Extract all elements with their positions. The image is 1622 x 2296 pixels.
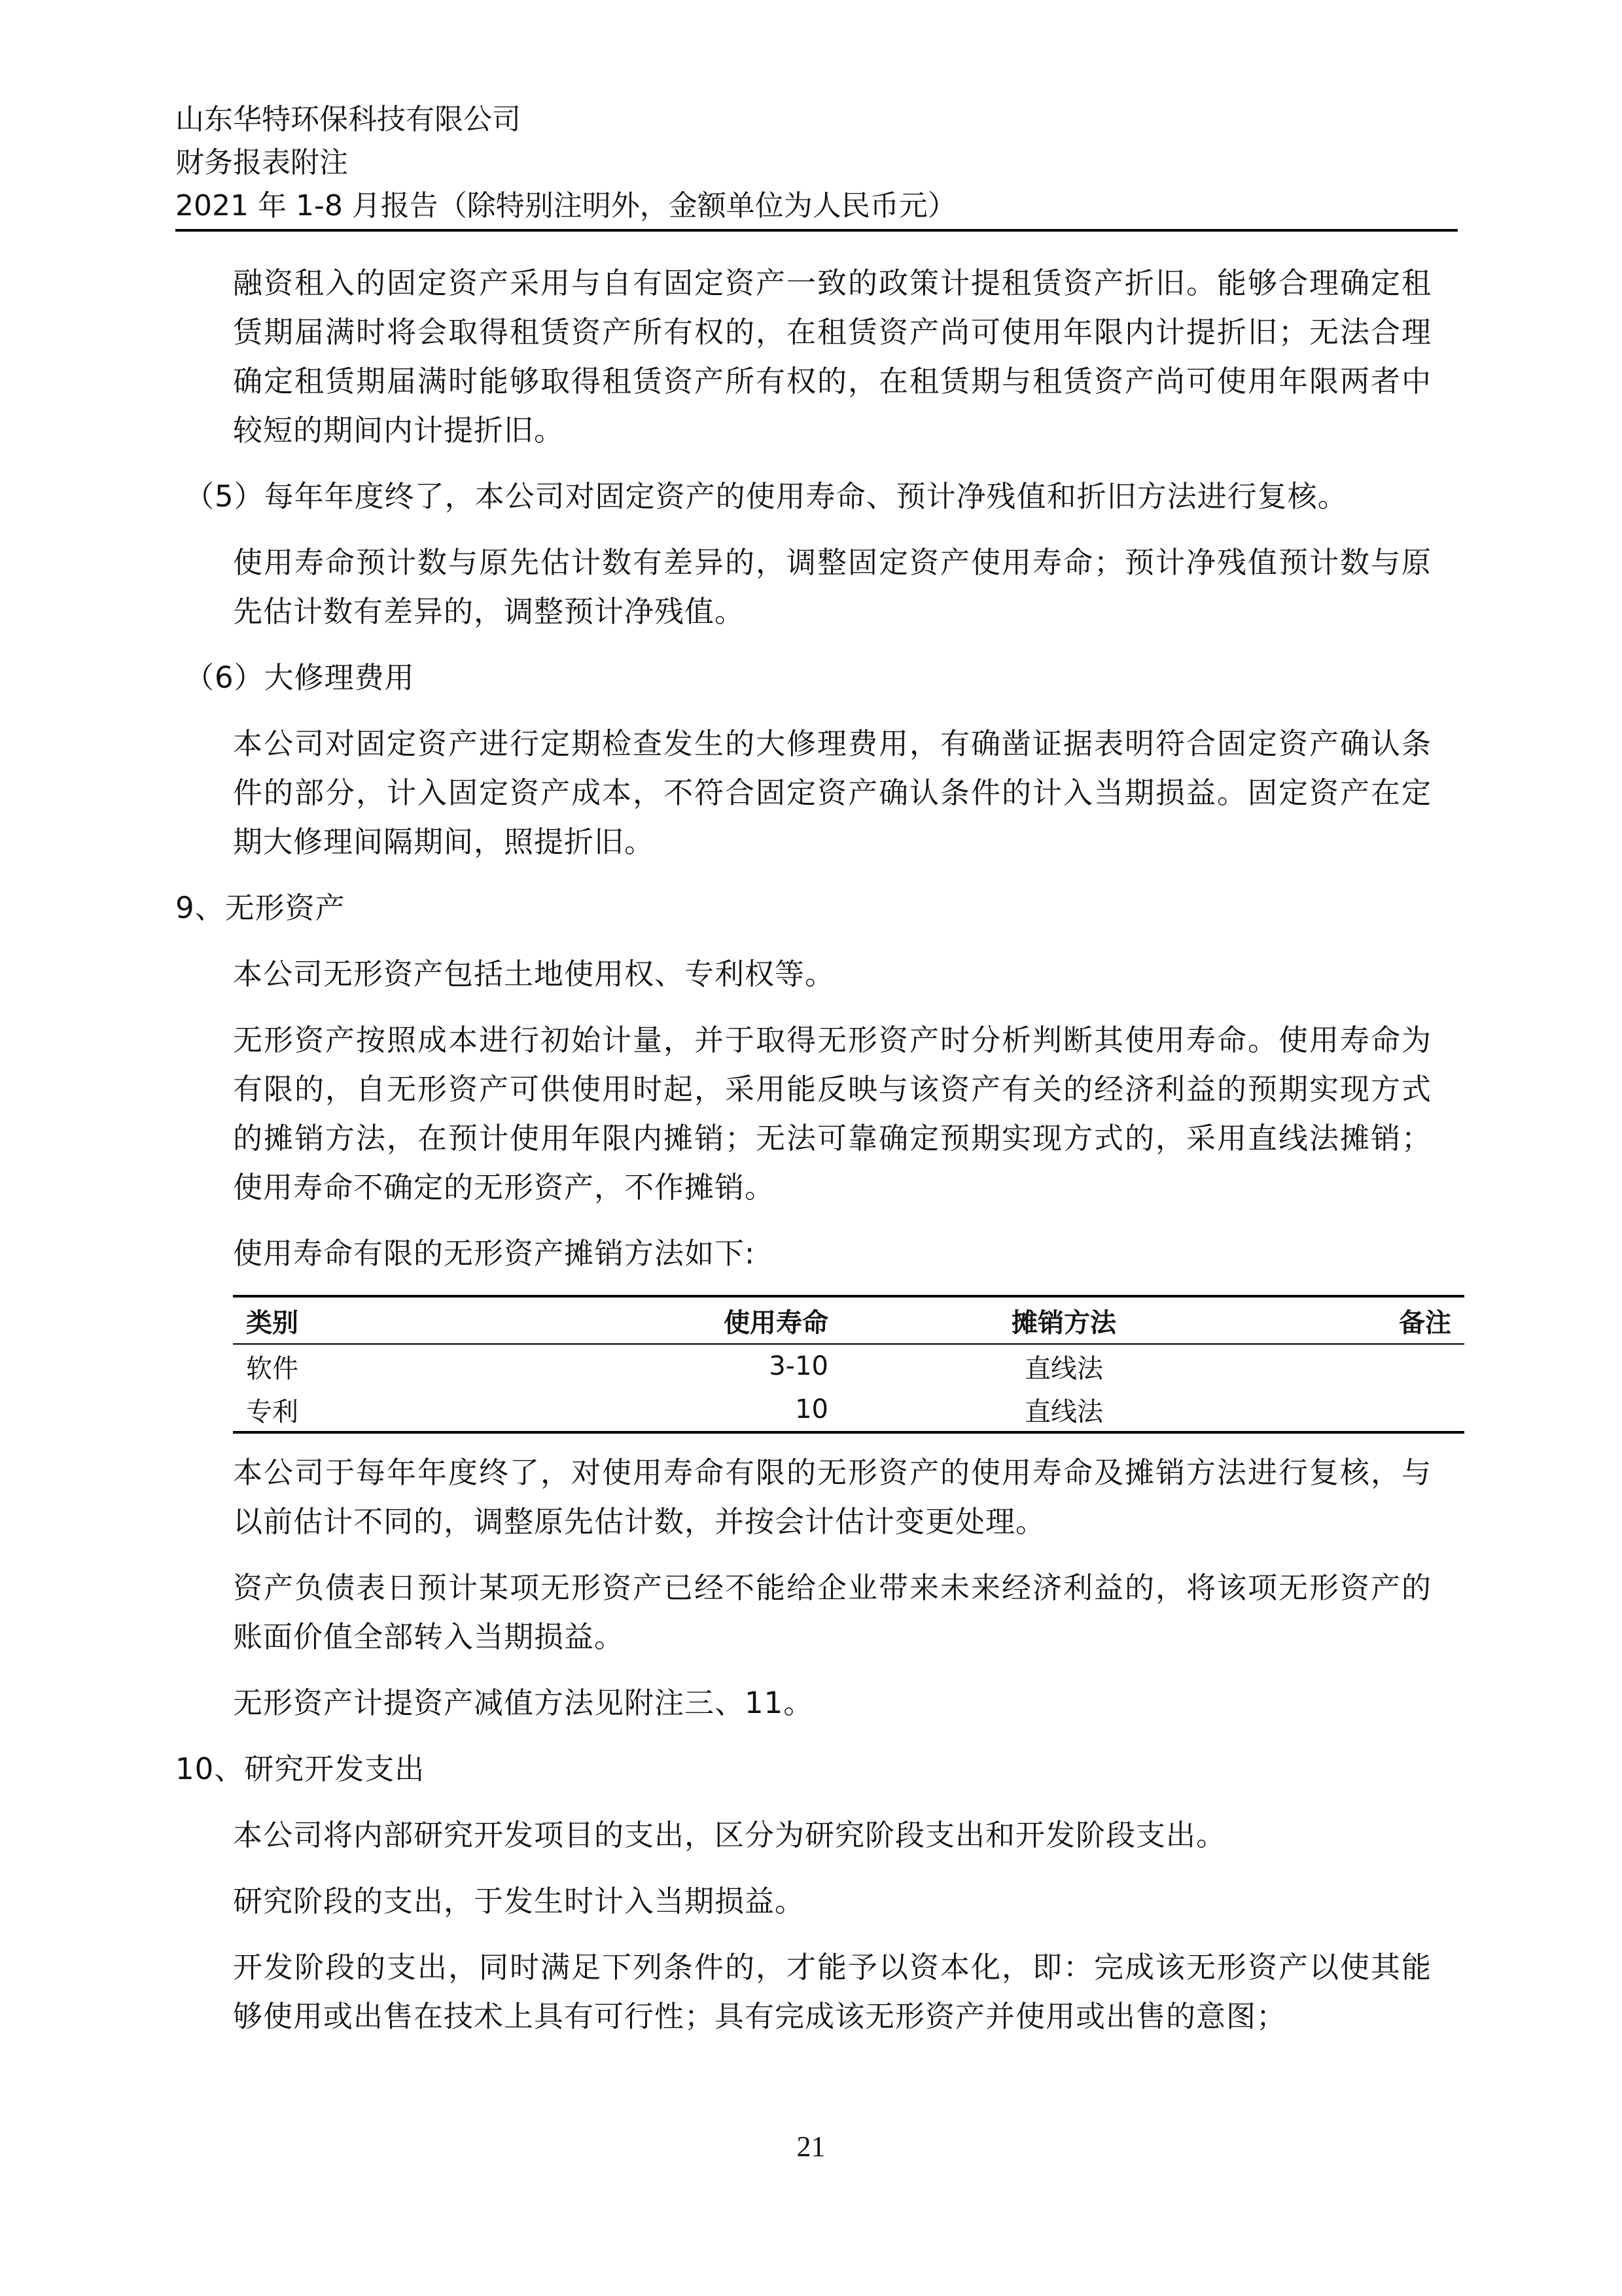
paragraph-rnd-phases: 本公司将内部研究开发项目的支出，区分为研究阶段支出和开发阶段支出。	[233, 1818, 1227, 1852]
cell-useful-life: 10	[795, 1394, 828, 1424]
document-title: 财务报表附注	[175, 146, 348, 179]
paragraph-major-repairs: 本公司对固定资产进行定期检查发生的大修理费用，有确凿证据表明符合固定资产确认条件的部分，计入固定资产成本，不符合固定资产确认条件的计入当期损益。固定资产在定期大修理间隔期间，照提折旧。	[233, 726, 1432, 859]
heading-rnd-expenditure: 10、研究开发支出	[175, 1752, 425, 1786]
cell-method: 直线法	[1025, 1353, 1103, 1384]
paragraph-estimate-adjustment: 使用寿命预计数与原先估计数有差异的，调整固定资产使用寿命；预计净残值预计数与原先估计数有差异的，调整预计净残值。	[233, 545, 1432, 629]
amortization-table	[233, 1295, 1464, 1434]
report-period: 2021 年 1-8 月报告（除特别注明外，金额单位为人民币元）	[175, 189, 957, 222]
company-name: 山东华特环保科技有限公司	[175, 103, 521, 136]
column-header-category: 类别	[246, 1307, 298, 1338]
cell-remarks	[1280, 1344, 1464, 1388]
paragraph-leased-asset-depreciation: 融资租入的固定资产采用与自有固定资产一致的政策计提租赁资产折旧。能够合理确定租赁期届满时将会取得租赁资产所有权的，在租赁资产尚可使用年限内计提折旧；无法合理确定租赁期届满时能够取得租赁资产所有权的，在租赁期与租赁资产尚可使用年限两者中较短的期间内计提折旧。	[233, 266, 1432, 448]
header-divider	[175, 229, 1458, 232]
paragraph-intangible-scope: 本公司无形资产包括土地使用权、专利权等。	[233, 957, 836, 991]
cell-category: 专利	[246, 1396, 298, 1427]
page-header	[175, 98, 1458, 228]
column-header-method: 摊销方法	[1012, 1307, 1116, 1338]
paragraph-research-phase: 研究阶段的支出，于发生时计入当期损益。	[233, 1884, 805, 1918]
column-header-useful-life: 使用寿命	[724, 1307, 828, 1338]
heading-annual-review: （5）每年年度终了，本公司对固定资产的使用寿命、预计净残值和折旧方法进行复核。	[185, 479, 1348, 514]
cell-useful-life: 3-10	[769, 1351, 828, 1381]
paragraph-annual-amortization-review: 本公司于每年年度终了，对使用寿命有限的无形资产的使用寿命及摊销方法进行复核，与以前估计不同的，调整原先估计数，并按会计估计变更处理。	[233, 1455, 1432, 1539]
cell-remarks	[1280, 1388, 1464, 1432]
paragraph-impairment-reference: 无形资产计提资产减值方法见附注三、11。	[233, 1686, 814, 1720]
paragraph-development-phase: 开发阶段的支出，同时满足下列条件的，才能予以资本化，即：完成该无形资产以使其能够使用或出售在技术上具有可行性；具有完成该无形资产并使用或出售的意图；	[233, 1950, 1432, 2034]
cell-method: 直线法	[1025, 1396, 1103, 1427]
table-header-row	[233, 1296, 1464, 1344]
table-row	[233, 1344, 1464, 1388]
amortization-table-wrapper	[233, 1295, 1464, 1434]
paragraph-intangible-measurement: 无形资产按照成本进行初始计量，并于取得无形资产时分析判断其使用寿命。使用寿命为有限的，自无形资产可供使用时起，采用能反映与该资产有关的经济利益的预期实现方式的摊销方法，在预计使用年限内摊销；无法可靠确定预期实现方式的，采用直线法摊销；使用寿命不确定的无形资产，不作摊销。	[233, 1023, 1432, 1205]
column-header-remarks: 备注	[1399, 1307, 1451, 1338]
paragraph-table-intro: 使用寿命有限的无形资产摊销方法如下:	[233, 1236, 756, 1271]
page-body	[175, 258, 1458, 2058]
heading-major-repairs: （6）大修理费用	[185, 660, 415, 695]
paragraph-writeoff: 资产负债表日预计某项无形资产已经不能给企业带来未来经济利益的，将该项无形资产的账面价值全部转入当期损益。	[233, 1570, 1432, 1654]
cell-category: 软件	[246, 1353, 298, 1384]
page-number: 21	[796, 2130, 826, 2163]
heading-intangible-assets: 9、无形资产	[175, 891, 345, 925]
table-row	[233, 1388, 1464, 1432]
